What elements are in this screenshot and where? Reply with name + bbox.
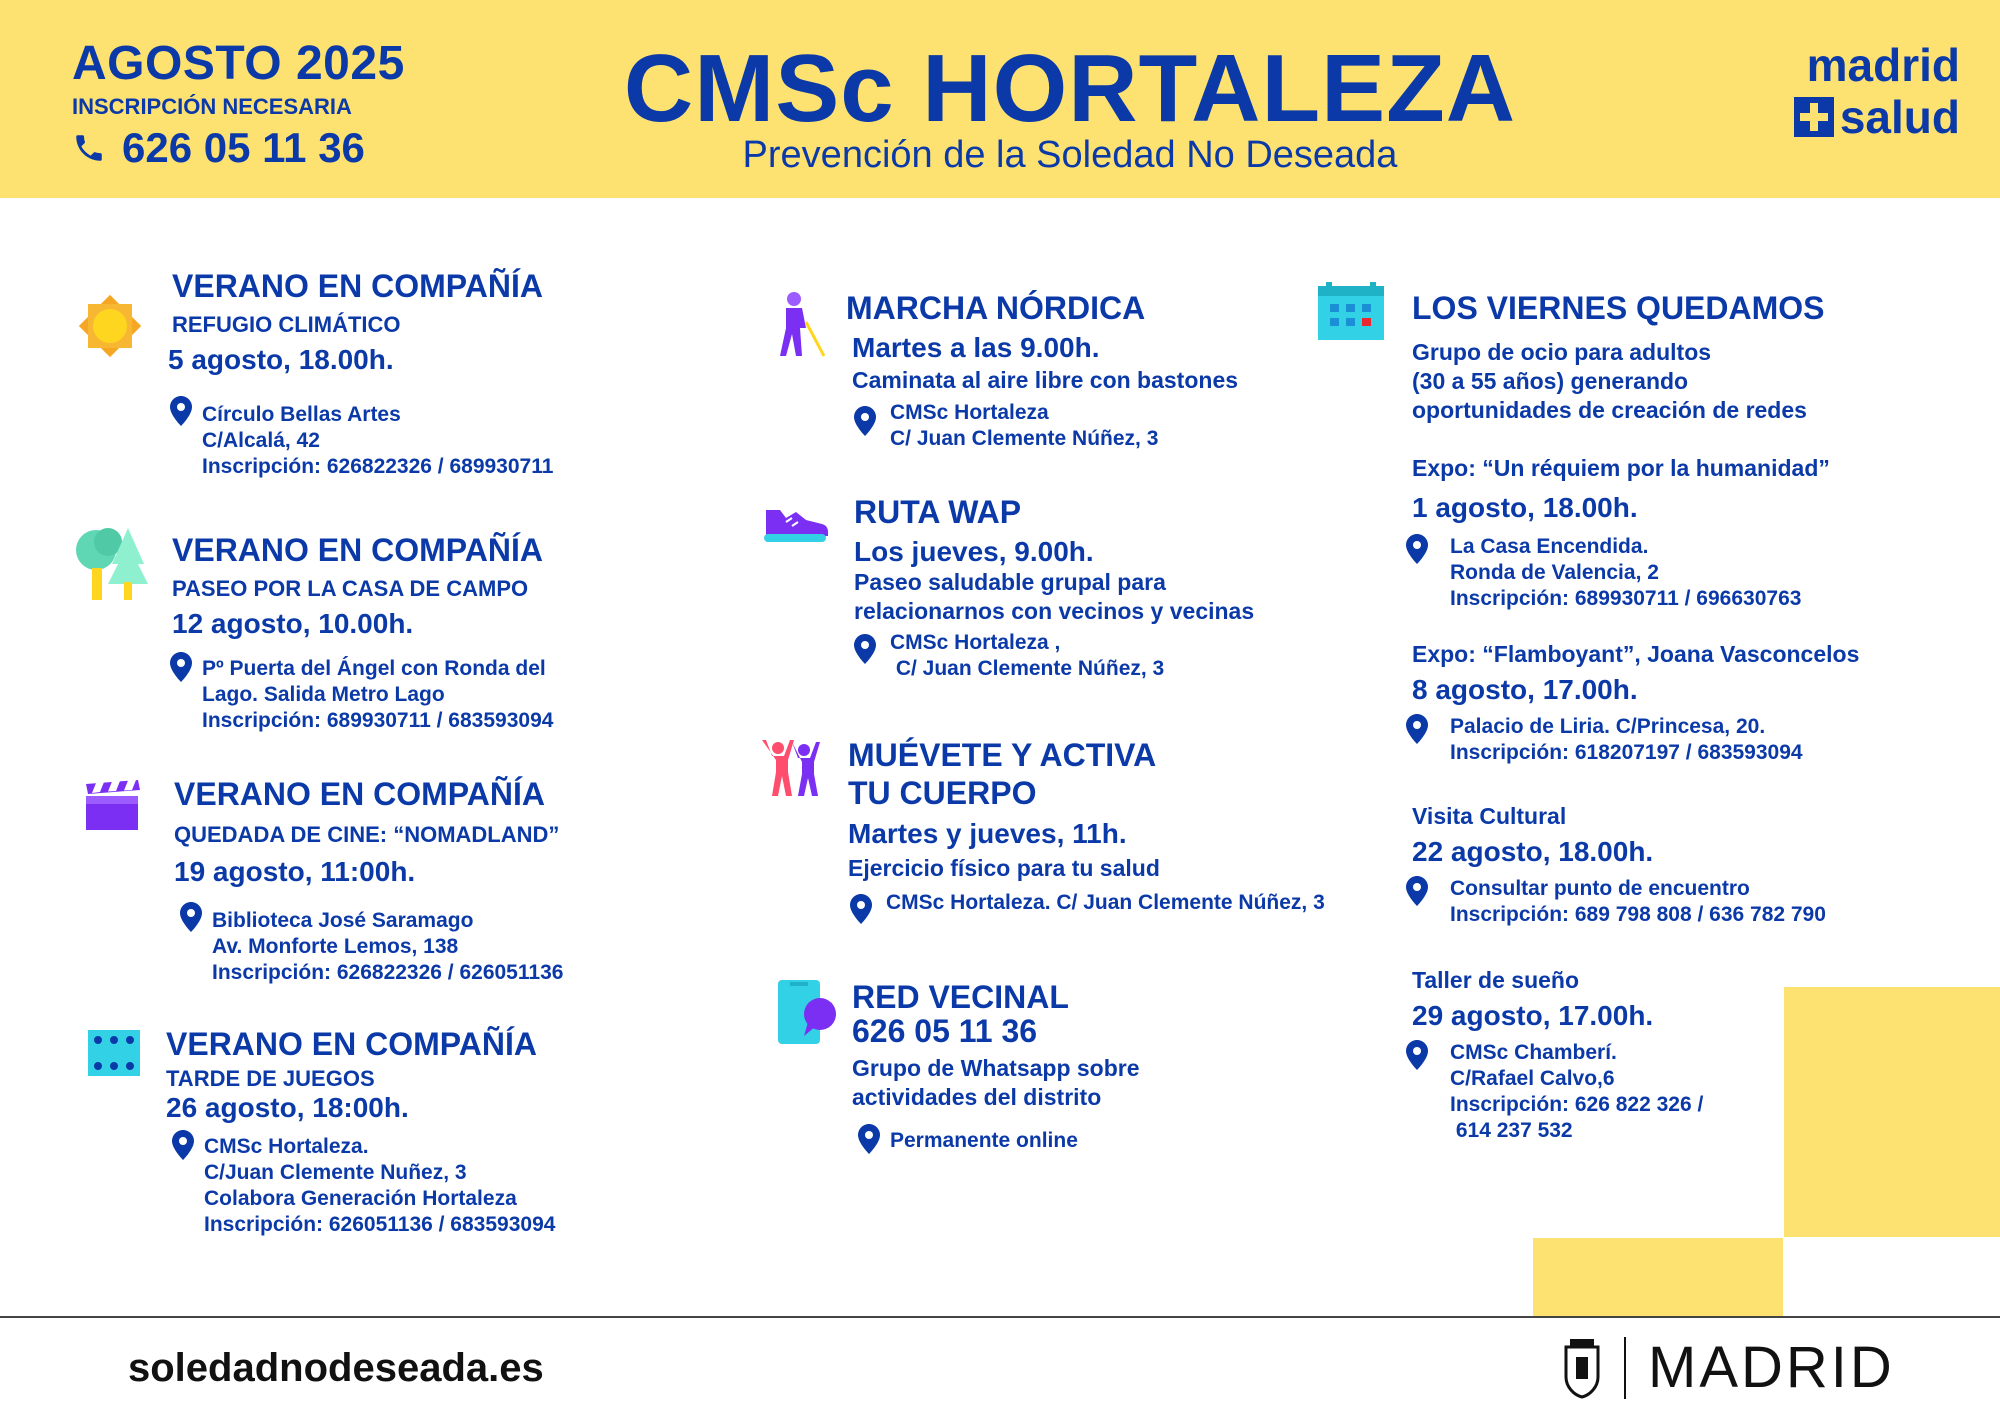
coat-of-arms-icon <box>1562 1337 1602 1399</box>
location-pin-icon <box>1406 876 1428 906</box>
logo-word-salud: salud <box>1839 91 1960 143</box>
activity-schedule: Martes a las 9.00h. <box>852 332 1100 363</box>
event-date: 26 agosto, 18:00h. <box>166 1092 409 1123</box>
activity-location: Permanente online <box>890 1129 1078 1152</box>
outing-label: Taller de sueño <box>1412 967 1580 993</box>
activity-schedule: Martes y jueves, 11h. <box>848 818 1127 849</box>
event-subtitle: TARDE DE JUEGOS <box>166 1066 375 1091</box>
footer-divider <box>0 1316 2000 1318</box>
inscription-note: INSCRIPCIÓN NECESARIA <box>72 94 352 119</box>
location-pin-icon <box>170 396 192 426</box>
event-subtitle: PASEO POR LA CASA DE CAMPO <box>172 576 529 601</box>
activity-location: CMSc Hortaleza , C/ Juan Clemente Núñez, 3 <box>890 631 1165 680</box>
event-title: VERANO EN COMPAÑÍA <box>174 776 545 812</box>
event-location: Biblioteca José Saramago Av. Monforte Lemos, 138 Inscripción: 626822326 / 626051136 <box>212 909 564 984</box>
exercise-icon <box>762 740 822 796</box>
decorative-square <box>1533 1238 1783 1316</box>
activity-title: RED VECINAL 626 05 11 36 <box>852 979 1069 1049</box>
event-location: CMSc Hortaleza. C/Juan Clemente Nuñez, 3 Colabora Generación Hortaleza Inscripción: 626051136 / 683593094 <box>204 1135 556 1236</box>
location-pin-icon <box>1406 714 1428 744</box>
outing-label: Visita Cultural <box>1412 803 1567 829</box>
outing-label: Expo: “Flamboyant”, Joana Vasconcelos <box>1412 641 1860 667</box>
activity-title: MARCHA NÓRDICA <box>846 290 1146 326</box>
logo-separator <box>1624 1337 1626 1399</box>
activity-description: Caminata al aire libre con bastones <box>852 367 1239 393</box>
event-subtitle: REFUGIO CLIMÁTICO <box>172 312 401 337</box>
outing-date: 8 agosto, 17.00h. <box>1412 674 1638 705</box>
activity-description: Ejercicio físico para tu salud <box>848 855 1160 881</box>
location-pin-icon <box>180 902 202 932</box>
outing-location: CMSc Chamberí. C/Rafael Calvo,6 Inscripción: 626 822 326 / 614 237 532 <box>1450 1041 1704 1142</box>
location-pin-icon <box>1406 1040 1428 1070</box>
madrid-salud-logo <box>1794 39 1960 143</box>
event-title: VERANO EN COMPAÑÍA <box>172 532 543 568</box>
activity-location: CMSc Hortaleza. C/ Juan Clemente Núñez, 3 <box>886 891 1325 914</box>
phone-number: 626 05 11 36 <box>122 124 365 171</box>
event-date: 5 agosto, 18.00h. <box>168 344 394 375</box>
location-pin-icon <box>850 894 872 924</box>
logo-word-madrid: madrid <box>1806 39 1960 91</box>
activity-title: MUÉVETE Y ACTIVA TU CUERPO <box>848 737 1157 811</box>
event-location: Pº Puerta del Ángel con Ronda del Lago. Salida Metro Lago Inscripción: 689930711 / 683593094 <box>202 657 554 732</box>
location-pin-icon <box>170 652 192 682</box>
location-pin-icon <box>854 406 876 436</box>
walker-icon <box>772 292 828 358</box>
event-title: VERANO EN COMPAÑÍA <box>166 1026 537 1062</box>
outing-location: La Casa Encendida. Ronda de Valencia, 2 Inscripción: 689930711 / 696630763 <box>1450 535 1802 610</box>
trees-icon <box>72 524 156 600</box>
madrid-wordmark: MADRID <box>1648 1335 1895 1400</box>
outing-label: Expo: “Un réquiem por la humanidad” <box>1412 455 1830 481</box>
sun-icon <box>74 290 146 362</box>
activity-location: CMSc Hortaleza C/ Juan Clemente Núñez, 3 <box>890 401 1159 450</box>
event-date: 12 agosto, 10.00h. <box>172 608 414 639</box>
section-title: LOS VIERNES QUEDAMOS <box>1412 290 1825 326</box>
decorative-square <box>1784 987 2000 1237</box>
activity-description: Grupo de Whatsapp sobre actividades del distrito <box>852 1055 1140 1110</box>
event-date: 19 agosto, 11:00h. <box>174 856 416 887</box>
madrid-city-logo <box>1562 1334 1895 1401</box>
activity-title: RUTA WAP <box>854 494 1022 530</box>
sneaker-icon <box>762 500 828 544</box>
activity-description: Paseo saludable grupal para relacionarnos con vecinos y vecinas <box>854 569 1255 624</box>
clapperboard-icon <box>86 780 142 832</box>
event-subtitle: QUEDADA DE CINE: “NOMADLAND” <box>174 822 560 847</box>
outing-date: 1 agosto, 18.00h. <box>1412 492 1638 523</box>
plus-icon <box>1794 97 1834 137</box>
footer-website-link[interactable]: soledadnodeseada.es <box>128 1346 544 1390</box>
phone-chat-icon <box>778 980 838 1044</box>
outing-date: 29 agosto, 17.00h. <box>1412 1000 1654 1031</box>
location-pin-icon <box>1406 534 1428 564</box>
page-subtitle: Prevención de la Soledad No Deseada <box>742 134 1398 176</box>
activity-schedule: Los jueves, 9.00h. <box>854 536 1094 567</box>
section-intro: Grupo de ocio para adultos (30 a 55 años) generando oportunidades de creación de redes <box>1412 339 1807 423</box>
outing-date: 22 agosto, 18.00h. <box>1412 836 1654 867</box>
outing-location: Consultar punto de encuentro Inscripción: 689 798 808 / 636 782 790 <box>1450 877 1826 926</box>
location-pin-icon <box>858 1124 880 1154</box>
dice-icon <box>88 1030 140 1076</box>
event-location: Círculo Bellas Artes C/Alcalá, 42 Inscripción: 626822326 / 689930711 <box>202 403 554 478</box>
location-pin-icon <box>854 634 876 664</box>
event-title: VERANO EN COMPAÑÍA <box>172 268 543 304</box>
calendar-icon <box>1318 282 1384 340</box>
page-title: CMSc HORTALEZA <box>623 35 1517 142</box>
location-pin-icon <box>172 1130 194 1160</box>
month-label: AGOSTO 2025 <box>72 37 405 90</box>
outing-location: Palacio de Liria. C/Princesa, 20. Inscripción: 618207197 / 683593094 <box>1450 715 1803 764</box>
